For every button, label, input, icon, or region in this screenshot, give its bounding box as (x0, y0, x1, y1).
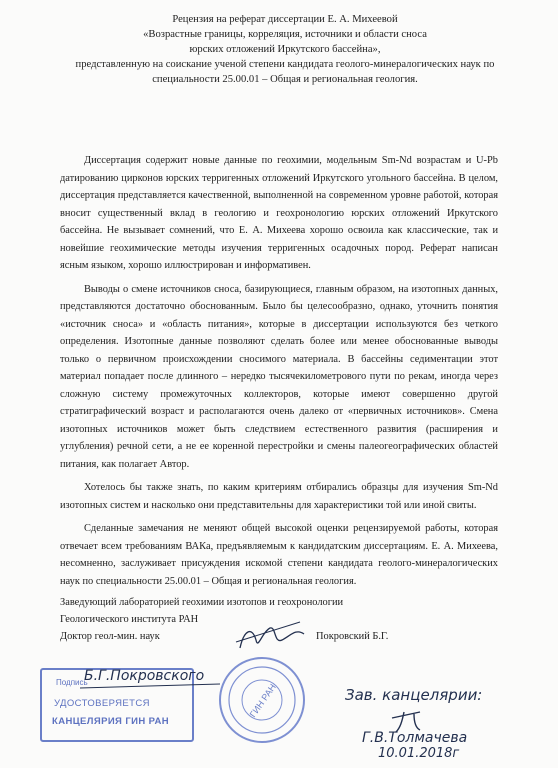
handwritten-name: Г.В.Толмачева (362, 730, 468, 746)
stamp-certified: УДОСТОВЕРЯЕТСЯ (54, 698, 150, 709)
signature-position-2: Геологического института РАН (60, 614, 199, 625)
header-line-2: «Возрастные границы, корреляция, источники и области сноса (143, 29, 427, 40)
round-stamp-text: ГИН РАН (247, 682, 278, 720)
header-line-3: юрских отложений Иркутского бассейна», (189, 44, 381, 55)
paragraph-3: Хотелось бы также знать, по каким критериям отбирались образцы для изучения Sm-Nd изотопных систем и насколько они представительны для характеристики той или иной свиты. (60, 482, 498, 511)
paragraph-4: Сделанные замечания не меняют общей высокой оценки рецензируемой работы, которая отвечает всем требованиям ВАКа, предъявляемым к кандидатским диссертациям. Е. А. Михеева, несомненно, заслуживает присуждения искомой степени кандидата геолого-минералогических наук по специальности 25.00.01 – Общая и региональная геология. (60, 523, 498, 587)
handwritten-date: 10.01.2018г (378, 746, 460, 761)
header-line-5: специальности 25.00.01 – Общая и региональная геология. (152, 74, 418, 85)
handwritten-office-title: Зав. канцелярии: (345, 686, 483, 704)
signature-name: Покровский Б.Г. (316, 631, 389, 642)
paragraph-1: Диссертация содержит новые данные по геохимии, модельным Sm-Nd возрастам и U-Pb датированию цирконов юрских терригенных отложений Иркутского угольного бассейна. В целом, диссертация представляется качественной, выполненной на современном уровне работой, которая вносит существенный вклад в геологию и геохронологию юрских отложений Иркутского бассейна. Не вызывает сомнений, что Е. А. Михеева хорошо освоила как классические, так и новейшие геохимические методы изучения терригенных осадочных пород. Реферат написан ясным языком, хорошо иллюстрирован и информативен. (60, 155, 498, 271)
stamp-label: Подпись (56, 678, 88, 687)
paragraph-2: Выводы о смене источников сноса, базирующиеся, главным образом, на изотопных данных, представляются достаточно обоснованным. Было бы целесообразно, однако, уточнить понятия «источник сноса» и «область питания», которые в диссертации используются без четкого определения. Изотопные данные позволяют сделать более или менее обоснованные выводы только о первичном происхождении сносимого материала. В бассейны седиментации этот материал попадает после длинного – нередко тысячекилометрового пути по рекам, иногда через сложную систему промежуточных коллекторов, которые имеют совершенно другой стратиграфический возраст и располагаются очень далеко от «первичных источников». Смена изотопных источников может быть следствием естественного развития (расширения и углубления) речной сети, а не ее коренной перестройки и смены палеогеографических областей питания, как полагает Автор. (60, 283, 498, 470)
header-line-4: представленную на соискание ученой степени кандидата геолого-минералогических наук по (75, 59, 495, 70)
signature-position-1: Заведующий лабораторией геохимии изотопов и геохронологии (60, 597, 344, 608)
header-line-1: Рецензия на реферат диссертации Е. А. Михеевой (172, 14, 398, 25)
signature-degree: Доктор геол-мин. наук (60, 631, 160, 642)
stamp-handwritten-name: Б.Г.Покровского (84, 668, 205, 684)
stamp-office: КАНЦЕЛЯРИЯ ГИН РАН (52, 716, 170, 727)
